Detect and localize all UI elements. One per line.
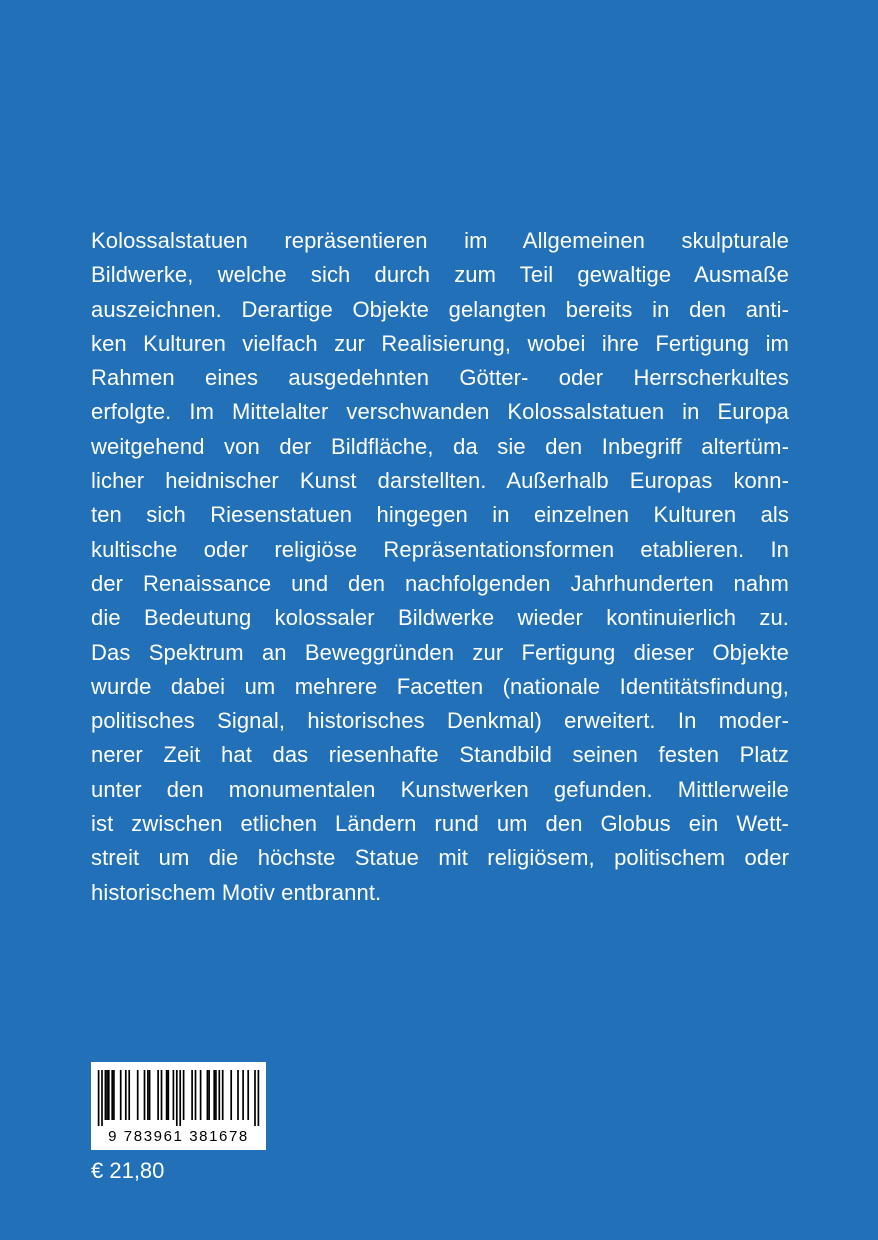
blurb-line: nerer Zeit hat das riesenhafte Standbild seinen festen Platz — [91, 742, 789, 768]
barcode-bar — [166, 1070, 168, 1120]
barcode-bar — [207, 1070, 209, 1120]
barcode-bar — [137, 1070, 139, 1120]
blurb-line: wurde dabei um mehrere Facetten (nationale Identitätsfindung, — [91, 673, 789, 699]
isbn-barcode — [91, 1062, 266, 1150]
barcode-bar — [157, 1070, 159, 1120]
blurb-line: historischem Motiv entbrannt. — [91, 879, 382, 905]
barcode-bar — [105, 1070, 107, 1120]
barcode-bar — [101, 1070, 103, 1126]
barcode-bar — [111, 1070, 113, 1120]
barcode-bar — [120, 1070, 122, 1120]
barcode-bar — [254, 1070, 256, 1126]
blurb-line: die Bedeutung kolossaler Bildwerke wieder kontinuierlich zu. — [91, 605, 789, 631]
barcode-bar — [242, 1070, 244, 1120]
barcode-bar — [149, 1070, 151, 1120]
blurb-line: erfolgte. Im Mittelalter verschwanden Kolossalstatuen in Europa — [91, 399, 789, 425]
blurb-line: Rahmen eines ausgedehnten Götter- oder Herrscherkultes — [91, 365, 789, 391]
barcode-bar — [258, 1070, 260, 1126]
barcode-bar — [167, 1070, 169, 1120]
barcode-bars — [91, 1062, 266, 1128]
blurb-line: ten sich Riesenstatuen hingegen in einzelnen Kulturen als — [91, 502, 789, 528]
blurb-line: ken Kulturen vielfach zur Realisierung, wobei ihre Fertigung im — [91, 330, 789, 356]
blurb-line: Das Spektrum an Beweggründen zur Fertigung dieser Objekte — [91, 639, 789, 665]
blurb-line: ist zwischen etlichen Ländern rund um den Globus ein Wett- — [91, 811, 789, 837]
barcode-bar — [176, 1070, 178, 1126]
blurb-line: unter den monumentalen Kunstwerken gefunden. Mittlerweile — [91, 776, 789, 802]
blurb-line: auszeichnen. Derartige Objekte gelangten bereits in den anti- — [91, 296, 789, 322]
barcode-bar — [183, 1070, 185, 1120]
barcode-bar — [215, 1070, 217, 1120]
barcode-bar — [173, 1070, 175, 1120]
barcode-bar — [222, 1070, 224, 1120]
back-cover-blurb — [91, 224, 789, 910]
barcode-bar — [191, 1070, 193, 1120]
isbn-number: 9 783961 381678 — [108, 1128, 249, 1145]
barcode-bar — [237, 1070, 239, 1120]
barcode-bar — [218, 1070, 220, 1120]
barcode-bar — [144, 1070, 146, 1120]
blurb-line: weitgehend von der Bildfläche, da sie den Inbegriff altertüm- — [91, 433, 789, 459]
barcode-bar — [128, 1070, 130, 1120]
barcode-bar — [247, 1070, 249, 1120]
barcode-bar — [208, 1070, 210, 1120]
barcode-bar — [230, 1070, 232, 1120]
blurb-line: Bildwerke, welche sich durch zum Teil gewaltige Ausmaße — [91, 262, 789, 288]
barcode-bar — [213, 1070, 215, 1120]
blurb-line: streit um die höchste Statue mit religiösem, politischem oder — [91, 845, 789, 871]
barcode-bar — [200, 1070, 202, 1120]
barcode-bar — [113, 1070, 115, 1120]
blurb-line: Kolossalstatuen repräsentieren im Allgemeinen skulpturale — [91, 228, 789, 253]
blurb-line: politisches Signal, historisches Denkmal) erweitert. In moder- — [91, 708, 789, 734]
barcode-bar — [179, 1070, 181, 1126]
blurb-line: der Renaissance und den nachfolgenden Jahrhunderten nahm — [91, 570, 789, 596]
barcode-bar — [125, 1070, 127, 1120]
barcode-bar — [147, 1070, 149, 1120]
blurb-line: kultische oder religiöse Repräsentationsformen etablieren. In — [91, 536, 789, 562]
blurb-line: licher heidnischer Kunst darstellten. Außerhalb Europas konn- — [91, 468, 789, 494]
barcode-bar — [106, 1070, 108, 1120]
price-label: € 21,80 — [91, 1158, 165, 1183]
barcode-bar — [108, 1070, 110, 1120]
barcode-bar — [161, 1070, 163, 1120]
barcode-bar — [195, 1070, 197, 1120]
barcode-bar — [98, 1070, 100, 1126]
